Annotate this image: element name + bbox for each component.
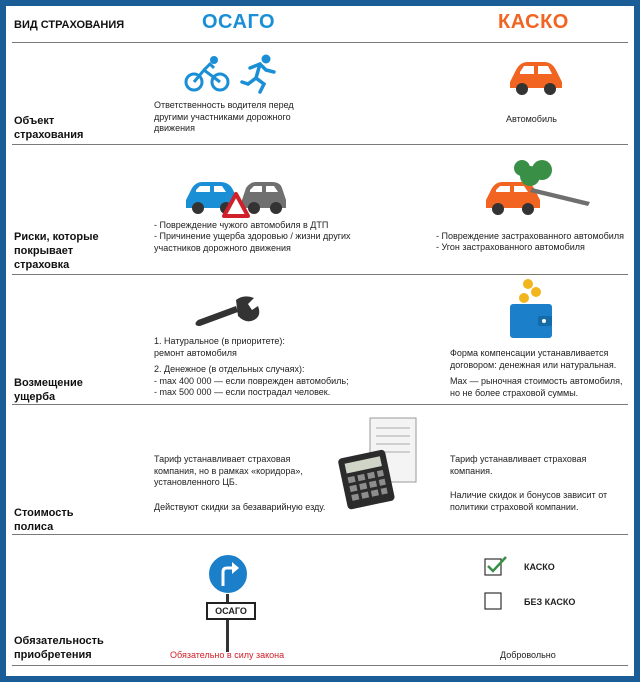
kasko-option-2: БЕЗ КАСКО xyxy=(524,597,576,607)
cost-kasko-p2: Наличие скидок и бонусов зависит от политики страховой компании. xyxy=(450,490,608,512)
calculator-icon xyxy=(336,416,420,512)
checkbox-empty-icon xyxy=(484,592,504,612)
divider xyxy=(12,665,628,666)
divider xyxy=(12,534,628,535)
osago-title: ОСАГО xyxy=(202,11,276,33)
damage-osago-p1: 1. Натуральное (в приоритете): ремонт автомобиля xyxy=(154,336,285,358)
risks-osago-item-1: - Повреждение чужого автомобиля в ДТП xyxy=(154,220,329,230)
risks-osago-item-2: - Причинение ущерба здоровью / жизни других участников дорожного движения xyxy=(154,231,351,253)
row-label-risks: Риски, которые покрывает страховка xyxy=(14,231,99,271)
damage-osago-p2-title: 2. Денежное (в отдельных случаях): xyxy=(154,364,305,374)
mandatory-osago-text: Обязательно в силу закона xyxy=(170,650,285,660)
cost-osago-p2: Действуют скидки за безаварийную езду. xyxy=(154,502,326,512)
mandatory-kasko-text: Добровольно xyxy=(500,650,556,660)
osago-sign-label: ОСАГО xyxy=(215,606,247,616)
header-type-label: ВИД СТРАХОВАНИЯ xyxy=(14,19,125,31)
cost-osago-p1: Тариф устанавливает страховая компания, но в рамках «коридора», установленного ЦБ. xyxy=(154,454,303,487)
row-label-object: Объект страхования xyxy=(14,115,84,141)
damage-kasko-p1: Форма компенсации устанавливается договором: денежная или натуральная. xyxy=(450,348,617,370)
cost-kasko-p1: Тариф устанавливает страховая компания. xyxy=(450,454,587,476)
damage-kasko-p2: Max — рыночная стоимость автомобиля, но не более страховой суммы. xyxy=(450,376,623,398)
divider xyxy=(12,274,628,275)
checkbox-icon xyxy=(484,556,508,576)
divider xyxy=(12,144,628,145)
divider xyxy=(12,42,628,43)
car-crash-icon xyxy=(184,170,288,220)
risks-kasko-item-2: - Угон застрахованного автомобиля xyxy=(436,242,585,252)
osago-sign-plate xyxy=(206,602,256,620)
kasko-title: КАСКО xyxy=(498,11,569,33)
wallet-coins-icon xyxy=(506,278,556,342)
kasko-option-1: КАСКО xyxy=(524,562,555,572)
comparison-table xyxy=(6,6,634,676)
damage-osago-p2-a: - max 400 000 — если поврежден автомобиль; xyxy=(154,376,349,386)
risks-kasko-item-1: - Повреждение застрахованного автомобиля xyxy=(436,231,624,241)
row-label-mandatory: Обязательность приобретения xyxy=(14,635,104,661)
divider xyxy=(12,404,628,405)
wrench-icon xyxy=(192,294,264,330)
row-label-damage: Возмещение ущерба xyxy=(14,377,83,403)
car-tree-icon xyxy=(482,158,592,222)
cyclist-icon xyxy=(184,54,230,94)
object-osago-text: Ответственность водителя перед другими участниками дорожного движения xyxy=(154,100,294,133)
object-kasko-text: Автомобиль xyxy=(506,114,557,124)
car-icon xyxy=(506,56,566,98)
row-label-cost: Стоимость полиса xyxy=(14,507,74,533)
damage-osago-p2-b: - max 500 000 — если пострадал человек. xyxy=(154,387,331,397)
runner-icon xyxy=(240,54,280,94)
